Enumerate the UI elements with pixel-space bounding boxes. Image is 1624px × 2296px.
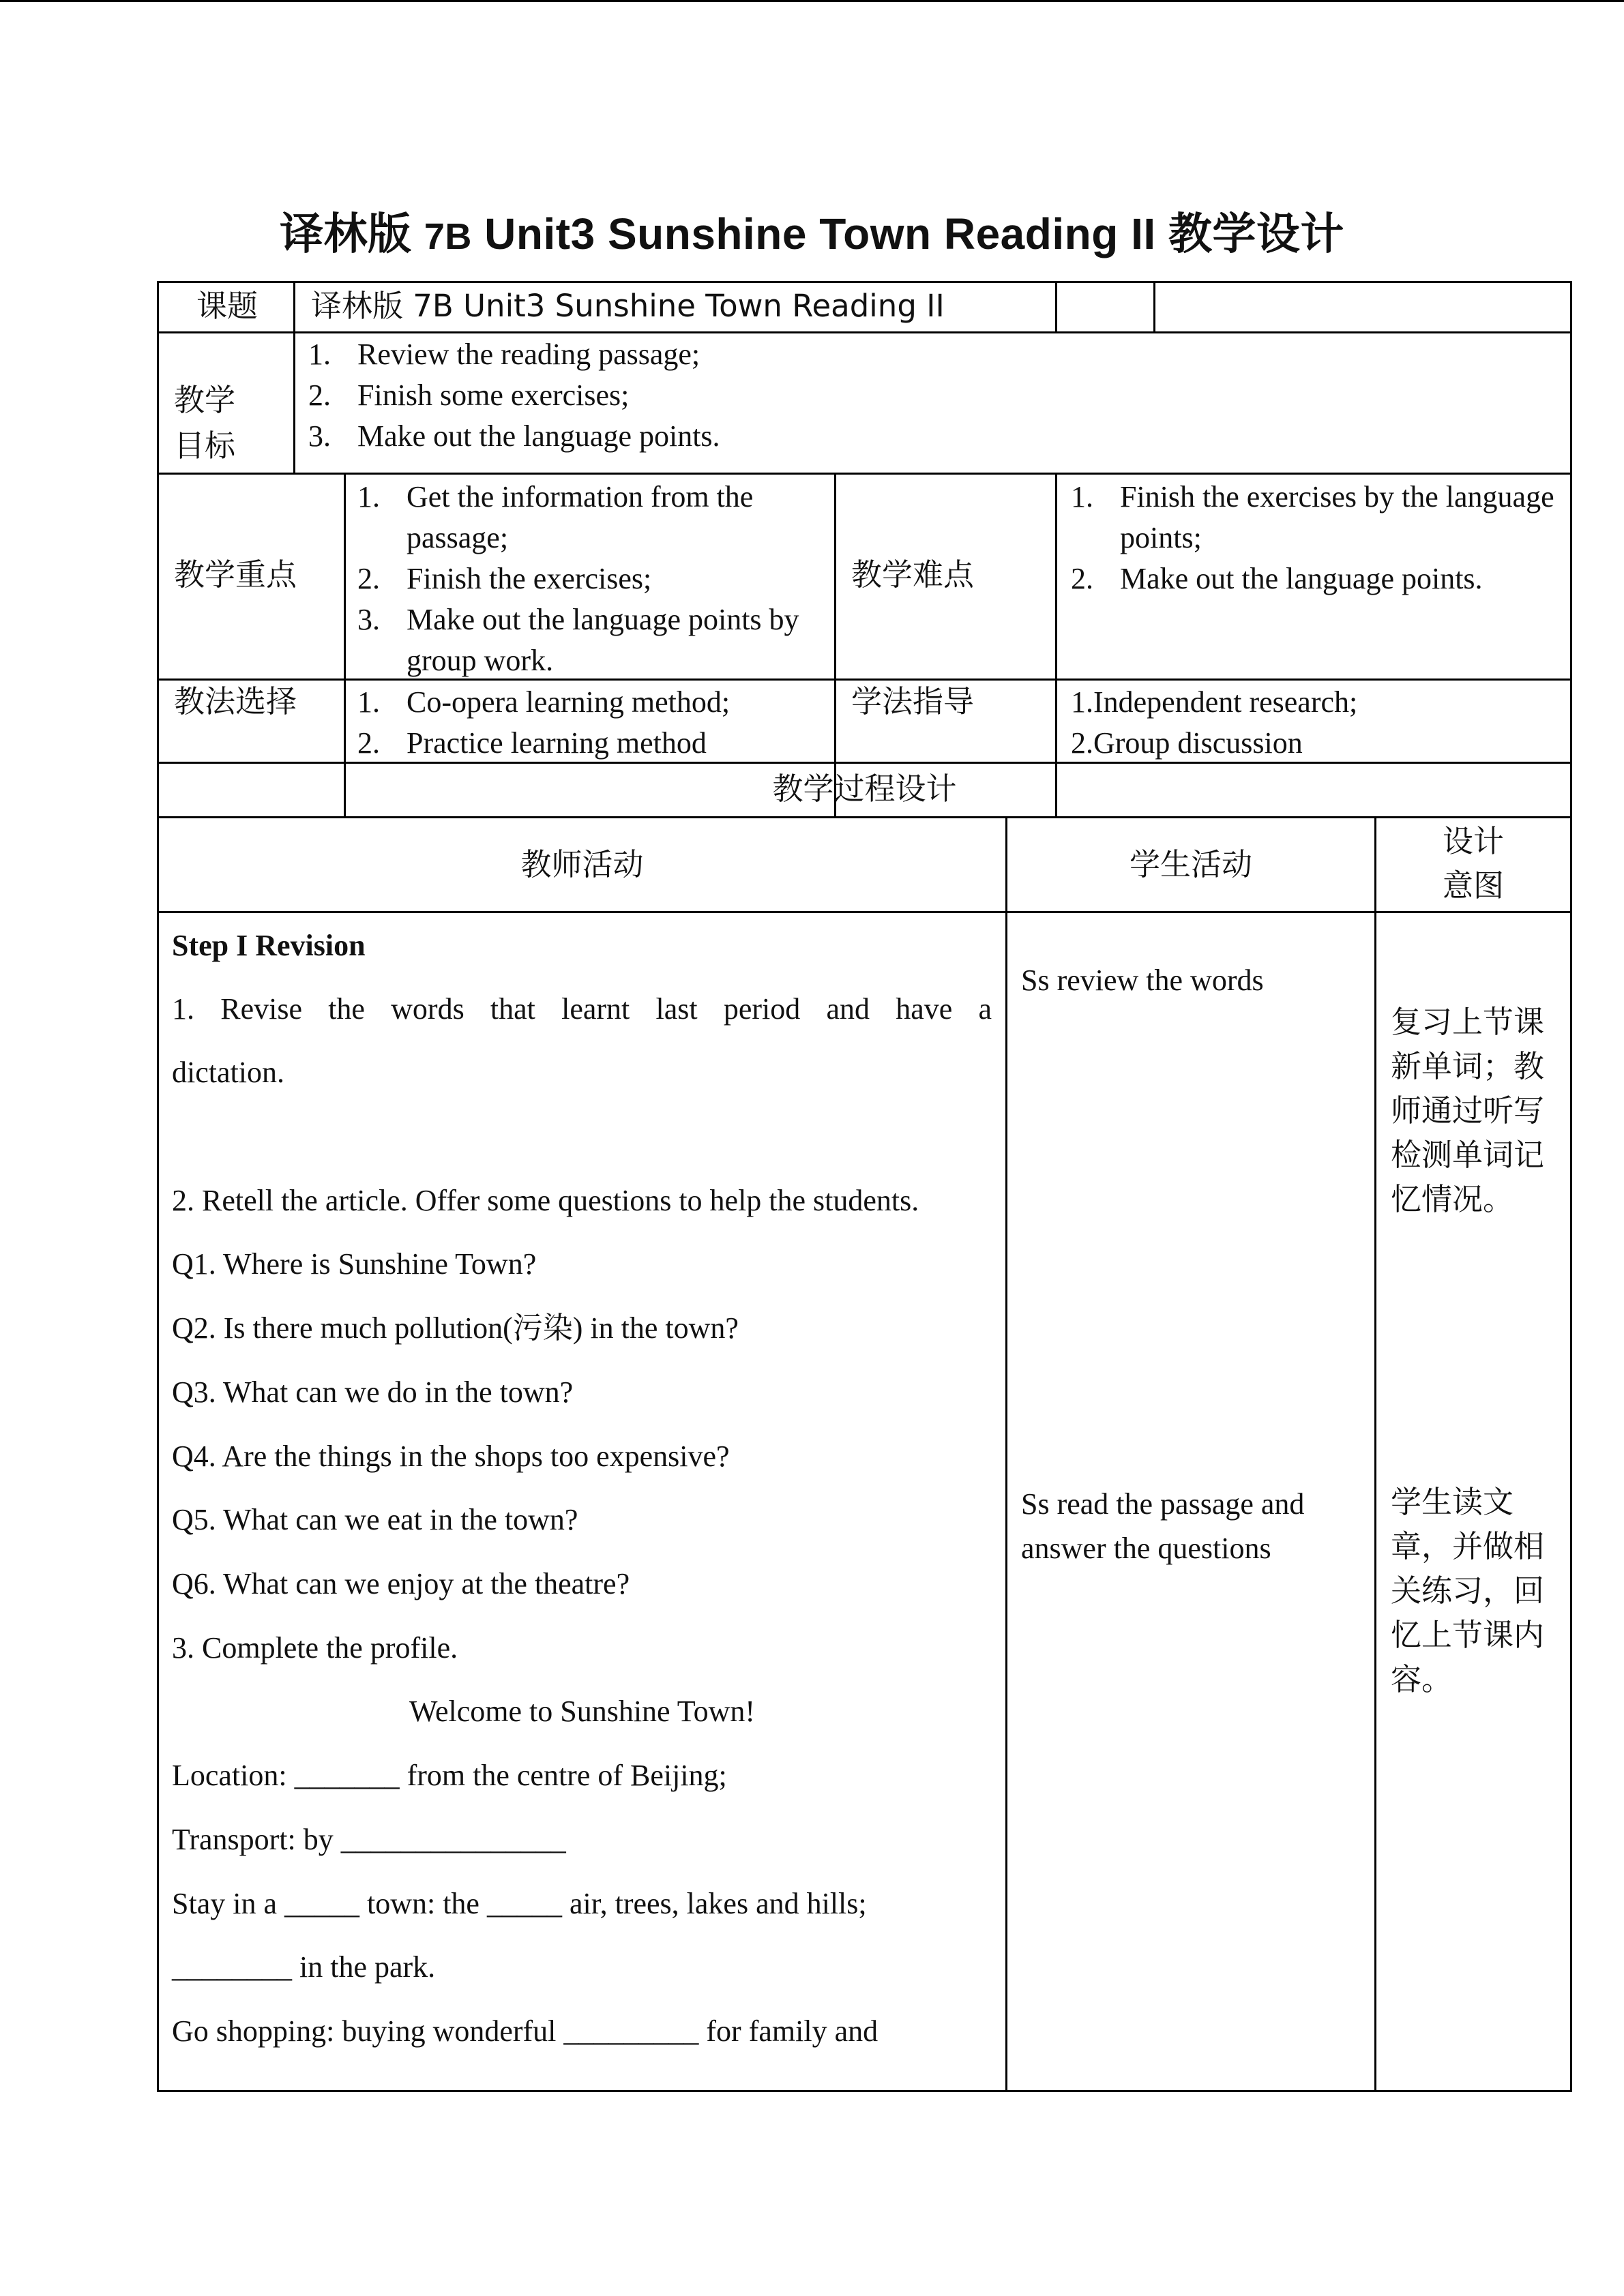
list-item: 1. Co-opera learning method;: [357, 685, 730, 719]
question-1: Q1. Where is Sunshine Town?: [172, 1247, 537, 1281]
list-item: 1. Finish the exercises by the language points;: [1071, 480, 1554, 554]
process-header: 教学过程设计: [772, 771, 957, 807]
intent-2: 学生读文 章，并做相 关练习，回 忆上节课内 容。: [1391, 1484, 1545, 1697]
question-4: Q4. Are the things in the shops too expensive?: [172, 1440, 730, 1473]
profile-stay: Stay in a _____ town: the _____ air, trees, lakes and hills;: [172, 1887, 867, 1920]
teaching-method-list: [357, 682, 821, 764]
list-item: 3. Make out the language points by group work.: [357, 603, 799, 677]
question-6: Q6. What can we enjoy at the theatre?: [172, 1567, 630, 1600]
list-item: 2. Make out the language points.: [1071, 562, 1483, 595]
list-item: 3. Make out the language points.: [308, 419, 720, 453]
list-item: 1. Review the reading passage;: [308, 338, 700, 371]
profile-park: ________ in the park.: [172, 1950, 436, 1984]
intent-1: 复习上节课 新单词；教 师通过听写 检测单词记 忆情况。: [1391, 1004, 1545, 1217]
student-activity-2-line1: Ss read the passage and: [1021, 1487, 1305, 1521]
topic-value: 译林版 7B Unit3 Sunshine Town Reading II: [311, 288, 945, 324]
goals-label-line1: 教学: [174, 382, 236, 418]
col-header-intent-line1: 设计: [1442, 823, 1504, 859]
col-header-intent-line2: 意图: [1442, 867, 1504, 904]
key-points-list: [357, 477, 821, 681]
study-guide-label: 学法指导: [851, 683, 975, 719]
question-3: Q3. What can we do in the town?: [172, 1375, 574, 1409]
goals-list: [308, 334, 1550, 457]
col-header-student: 学生活动: [1129, 846, 1252, 882]
teaching-method-label: 教法选择: [174, 683, 297, 719]
list-item: 2. Finish some exercises;: [308, 378, 630, 412]
topic-label: 课题: [196, 288, 259, 324]
profile-transport: Transport: by _______________: [172, 1823, 566, 1856]
profile-heading: Welcome to Sunshine Town!: [409, 1695, 756, 1728]
difficulties-list: [1071, 477, 1562, 599]
list-item: 1. Get the information from the passage;: [357, 480, 754, 554]
teacher-item-2: 2. Retell the article. Offer some questions to help the students.: [172, 1184, 919, 1217]
profile-shopping: Go shopping: buying wonderful _________ for family and: [172, 2014, 879, 2048]
page-top-border: [0, 0, 1624, 2]
page-title: 译林版 7B Unit3 Sunshine Town Reading II 教学设计: [280, 209, 1344, 258]
list-item: 2. Practice learning method: [357, 726, 707, 760]
goals-label-line2: 目标: [174, 428, 236, 464]
key-points-label: 教学重点: [174, 556, 297, 593]
question-5: Q5. What can we eat in the town?: [172, 1503, 578, 1536]
question-2: Q2. Is there much pollution(污染) in the town?: [172, 1311, 739, 1345]
teacher-item-1: 1. Revise the words that learnt last period and have a: [172, 992, 992, 1026]
list-item: 2. Finish the exercises;: [357, 562, 652, 595]
study-guide-item-1: 1.Independent research;: [1071, 685, 1358, 719]
difficulties-label: 教学难点: [851, 556, 975, 593]
student-activity-2-line2: answer the questions: [1021, 1532, 1271, 1565]
teacher-item-3: 3. Complete the profile.: [172, 1631, 458, 1665]
col-header-teacher: 教师活动: [520, 846, 644, 882]
step-title: Step I Revision: [172, 929, 366, 962]
student-activity-1: Ss review the words: [1021, 964, 1264, 997]
teacher-item-1-cont: dictation.: [172, 1056, 284, 1089]
study-guide-item-2: 2.Group discussion: [1071, 726, 1303, 760]
profile-location: Location: _______ from the centre of Beijing;: [172, 1759, 727, 1792]
